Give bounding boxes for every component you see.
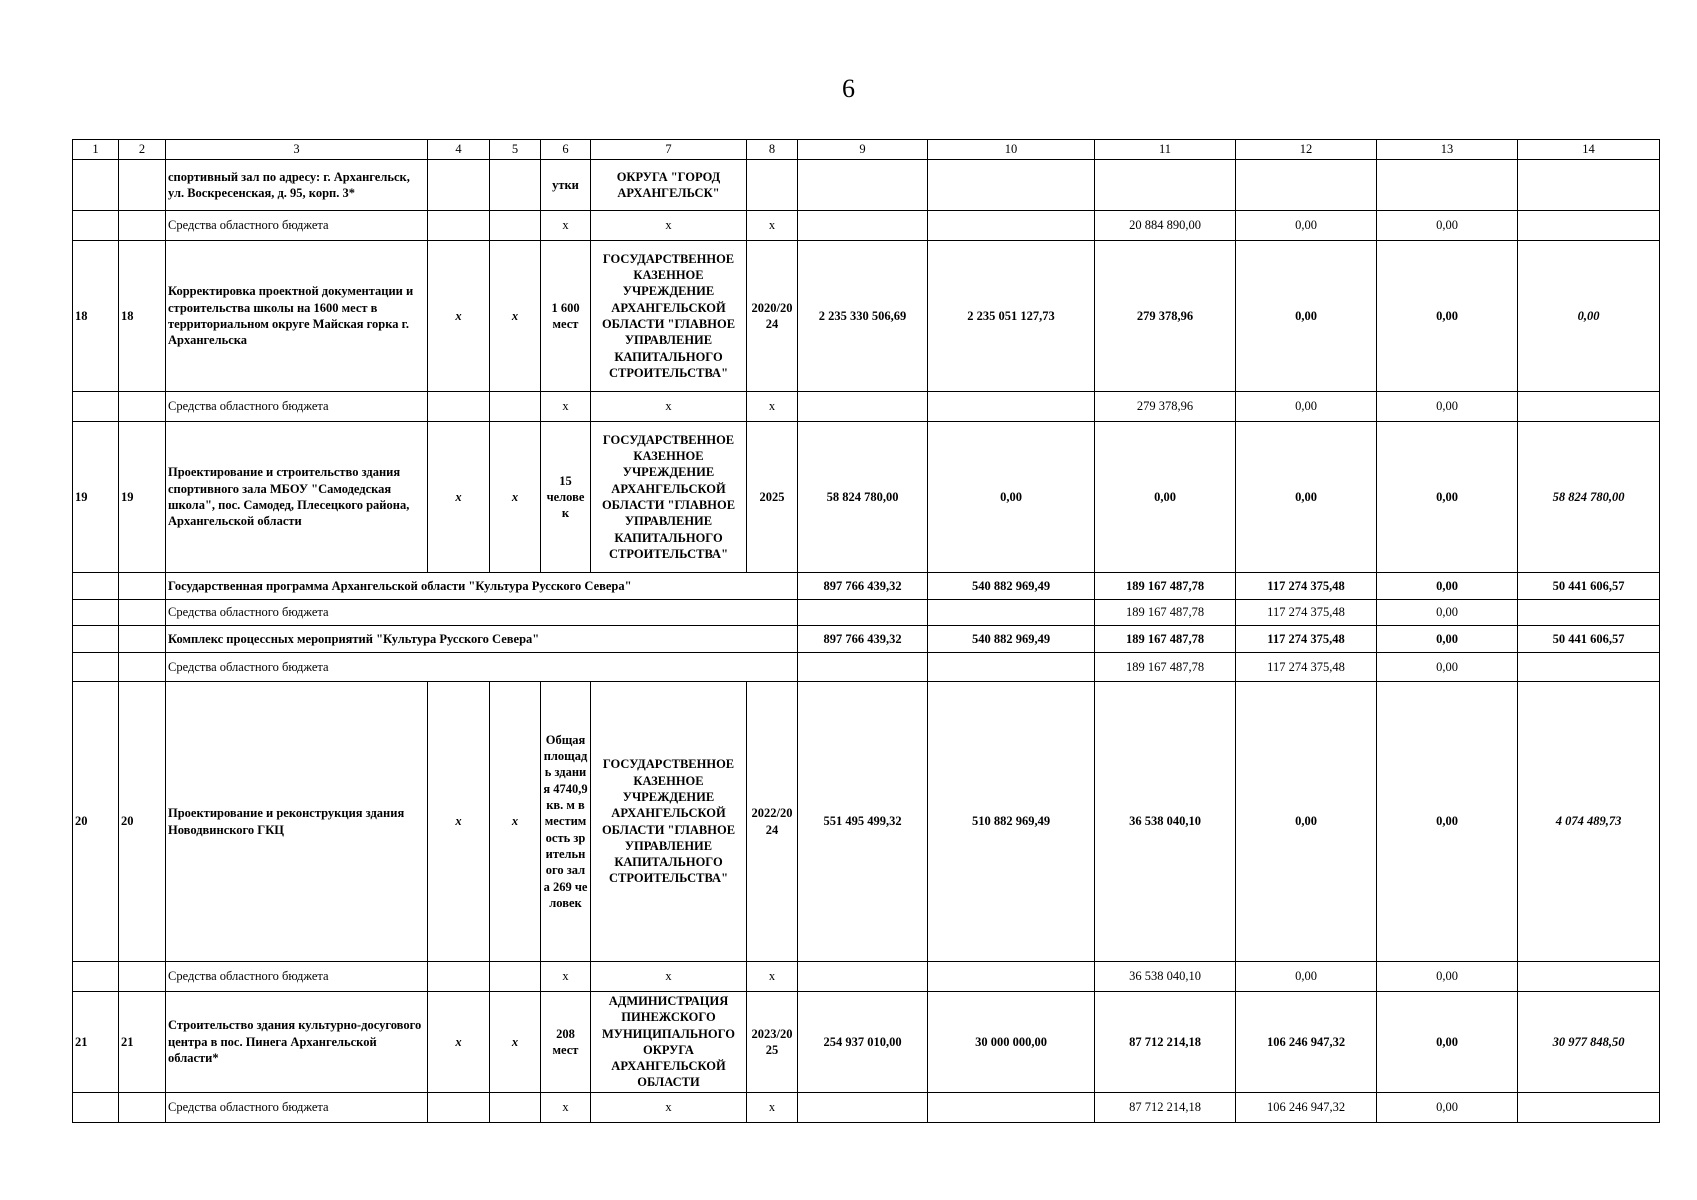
column-number: 4: [428, 140, 490, 160]
column-number: 12: [1236, 140, 1377, 160]
page-number: 6: [842, 74, 855, 103]
amount-cell: 0,00: [1377, 626, 1518, 653]
funding-source-row: [73, 600, 1660, 626]
row-number: 18: [73, 241, 119, 392]
object-capacity: 1 600 мест: [541, 241, 591, 392]
amount-cell: 117 274 375,48: [1236, 653, 1377, 682]
amount-cell: 0,00: [1377, 600, 1518, 626]
amount-cell: 36 538 040,10: [1095, 962, 1236, 992]
amount-cell: 0,00: [1377, 422, 1518, 573]
amount-cell: 540 882 969,49: [928, 626, 1095, 653]
cell: x: [490, 422, 541, 573]
column-number: 13: [1377, 140, 1518, 160]
amount-cell: 0,00: [1377, 573, 1518, 600]
funding-source-row: [73, 653, 1660, 682]
funding-source-label: Средства областного бюджета: [166, 392, 428, 422]
column-number: 8: [747, 140, 798, 160]
amount-cell: 510 882 969,49: [928, 682, 1095, 962]
funding-source-label: Средства областного бюджета: [166, 600, 798, 626]
object-name: спортивный зал по адресу: г. Архангельск, ул. Воскресенская, д. 95, корп. 3*: [166, 160, 428, 211]
amount-cell: 87 712 214,18: [1095, 992, 1236, 1093]
amount-cell: 4 074 489,73: [1518, 682, 1660, 962]
column-number: 6: [541, 140, 591, 160]
cell: x: [541, 962, 591, 992]
funding-source-row: [73, 211, 1660, 241]
amount-cell: 106 246 947,32: [1236, 992, 1377, 1093]
amount-cell: 897 766 439,32: [798, 573, 928, 600]
amount-cell: 50 441 606,57: [1518, 626, 1660, 653]
cell: x: [541, 211, 591, 241]
row-number: 18: [119, 241, 166, 392]
object-customer: ГОСУДАРСТВЕННОЕ КАЗЕННОЕ УЧРЕЖДЕНИЕ АРХАНГЕЛЬСКОЙ ОБЛАСТИ "ГЛАВНОЕ УПРАВЛЕНИЕ КАПИТАЛЬНОГО СТРОИТЕЛЬСТВА": [591, 241, 747, 392]
cell: x: [428, 682, 490, 962]
row-number: 19: [73, 422, 119, 573]
amount-cell: 117 274 375,48: [1236, 600, 1377, 626]
cell: x: [747, 211, 798, 241]
amount-cell: 0,00: [1377, 241, 1518, 392]
funding-source-row: [73, 962, 1660, 992]
cell: x: [747, 962, 798, 992]
row-number: 21: [73, 992, 119, 1093]
amount-cell: 0,00: [1236, 682, 1377, 962]
amount-cell: 0,00: [1236, 211, 1377, 241]
row-number: 20: [119, 682, 166, 962]
cell: x: [490, 241, 541, 392]
column-number: 2: [119, 140, 166, 160]
cell: x: [541, 392, 591, 422]
object-name: Проектирование и реконструкция здания Новодвинского ГКЦ: [166, 682, 428, 962]
object-years: 2025: [747, 422, 798, 573]
object-capacity: утки: [541, 160, 591, 211]
object-customer: АДМИНИСТРАЦИЯ ПИНЕЖСКОГО МУНИЦИПАЛЬНОГО ОКРУГА АРХАНГЕЛЬСКОЙ ОБЛАСТИ: [591, 992, 747, 1093]
cell: x: [747, 1092, 798, 1122]
column-number: 11: [1095, 140, 1236, 160]
column-number-header-row: [73, 140, 1660, 160]
cell: x: [428, 992, 490, 1093]
object-years: 2022/2024: [747, 682, 798, 962]
amount-cell: 30 000 000,00: [928, 992, 1095, 1093]
amount-cell: 189 167 487,78: [1095, 600, 1236, 626]
object-name: Корректировка проектной документации и строительства школы на 1600 мест в территориальном округе Майская горка г. Архангельска: [166, 241, 428, 392]
amount-cell: 117 274 375,48: [1236, 573, 1377, 600]
column-number: 14: [1518, 140, 1660, 160]
amount-cell: 2 235 051 127,73: [928, 241, 1095, 392]
amount-cell: 87 712 214,18: [1095, 1092, 1236, 1122]
cell: x: [428, 241, 490, 392]
table-row: [73, 422, 1660, 573]
amount-cell: 254 937 010,00: [798, 992, 928, 1093]
investment-table: [72, 139, 1660, 1123]
amount-cell: 106 246 947,32: [1236, 1092, 1377, 1122]
object-name: Строительство здания культурно-досугового центра в пос. Пинега Архангельской области*: [166, 992, 428, 1093]
amount-cell: 30 977 848,50: [1518, 992, 1660, 1093]
amount-cell: 540 882 969,49: [928, 573, 1095, 600]
object-customer: ГОСУДАРСТВЕННОЕ КАЗЕННОЕ УЧРЕЖДЕНИЕ АРХАНГЕЛЬСКОЙ ОБЛАСТИ "ГЛАВНОЕ УПРАВЛЕНИЕ КАПИТАЛЬНОГО СТРОИТЕЛЬСТВА": [591, 422, 747, 573]
funding-source-row: [73, 1092, 1660, 1122]
row-number: 21: [119, 992, 166, 1093]
column-number: 7: [591, 140, 747, 160]
amount-cell: 0,00: [1236, 241, 1377, 392]
object-customer: ОКРУГА "ГОРОД АРХАНГЕЛЬСК": [591, 160, 747, 211]
amount-cell: 0,00: [1377, 1092, 1518, 1122]
amount-cell: 20 884 890,00: [1095, 211, 1236, 241]
program-row: [73, 573, 1660, 600]
column-number: 9: [798, 140, 928, 160]
amount-cell: 0,00: [1236, 392, 1377, 422]
object-years: 2023/2025: [747, 992, 798, 1093]
column-number: 10: [928, 140, 1095, 160]
cell: x: [591, 962, 747, 992]
cell: x: [591, 211, 747, 241]
row-number: 19: [119, 422, 166, 573]
cell: x: [747, 392, 798, 422]
amount-cell: 189 167 487,78: [1095, 626, 1236, 653]
amount-cell: 189 167 487,78: [1095, 653, 1236, 682]
amount-cell: 279 378,96: [1095, 392, 1236, 422]
complex-row: [73, 626, 1660, 653]
column-number: 3: [166, 140, 428, 160]
amount-cell: 551 495 499,32: [798, 682, 928, 962]
funding-source-label: Средства областного бюджета: [166, 962, 428, 992]
column-number: 1: [73, 140, 119, 160]
amount-cell: 0,00: [1377, 682, 1518, 962]
object-name: Проектирование и строительство здания спортивного зала МБОУ "Самодедская школа", пос. Самодед, Плесецкого района, Архангельской области: [166, 422, 428, 573]
column-number: 5: [490, 140, 541, 160]
amount-cell: 58 824 780,00: [798, 422, 928, 573]
amount-cell: 0,00: [1377, 392, 1518, 422]
funding-source-label: Средства областного бюджета: [166, 653, 798, 682]
funding-source-label: Средства областного бюджета: [166, 1092, 428, 1122]
amount-cell: 189 167 487,78: [1095, 573, 1236, 600]
object-capacity: 208 мест: [541, 992, 591, 1093]
amount-cell: 36 538 040,10: [1095, 682, 1236, 962]
amount-cell: 0,00: [928, 422, 1095, 573]
cell: x: [591, 1092, 747, 1122]
table-row: [73, 241, 1660, 392]
cell: x: [428, 422, 490, 573]
amount-cell: 0,00: [1377, 962, 1518, 992]
amount-cell: 50 441 606,57: [1518, 573, 1660, 600]
cell: x: [591, 392, 747, 422]
row-number: 20: [73, 682, 119, 962]
funding-source-label: Средства областного бюджета: [166, 211, 428, 241]
object-years: 2020/2024: [747, 241, 798, 392]
cell: x: [490, 992, 541, 1093]
amount-cell: 897 766 439,32: [798, 626, 928, 653]
object-capacity: 15 человек: [541, 422, 591, 573]
program-title: Государственная программа Архангельской области "Культура Русского Севера": [166, 573, 798, 600]
amount-cell: 279 378,96: [1095, 241, 1236, 392]
amount-cell: 0,00: [1236, 962, 1377, 992]
amount-cell: 0,00: [1518, 241, 1660, 392]
funding-source-row: [73, 392, 1660, 422]
amount-cell: 0,00: [1377, 992, 1518, 1093]
object-capacity: Общая площадь здания 4740,9 кв. м вместимость зрительного зала 269 человек: [541, 682, 591, 962]
amount-cell: 0,00: [1095, 422, 1236, 573]
table-row: [73, 682, 1660, 962]
cell: x: [490, 682, 541, 962]
table-row: [73, 160, 1660, 211]
amount-cell: 0,00: [1377, 211, 1518, 241]
complex-title: Комплекс процессных мероприятий "Культура Русского Севера": [166, 626, 798, 653]
table-row: [73, 992, 1660, 1093]
amount-cell: 0,00: [1236, 422, 1377, 573]
cell: x: [541, 1092, 591, 1122]
amount-cell: 0,00: [1377, 653, 1518, 682]
amount-cell: 2 235 330 506,69: [798, 241, 928, 392]
amount-cell: 117 274 375,48: [1236, 626, 1377, 653]
amount-cell: 58 824 780,00: [1518, 422, 1660, 573]
object-customer: ГОСУДАРСТВЕННОЕ КАЗЕННОЕ УЧРЕЖДЕНИЕ АРХАНГЕЛЬСКОЙ ОБЛАСТИ "ГЛАВНОЕ УПРАВЛЕНИЕ КАПИТАЛЬНОГО СТРОИТЕЛЬСТВА": [591, 682, 747, 962]
